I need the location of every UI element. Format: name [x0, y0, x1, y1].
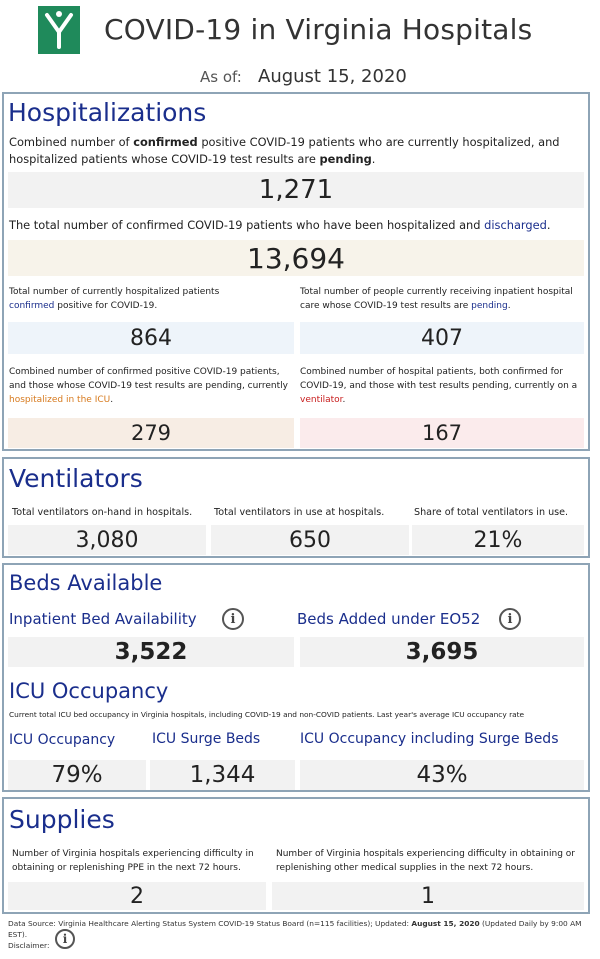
hospitalizations-title: Hospitalizations: [8, 98, 207, 127]
confirmed-description: Total number of currently hospitalized patients confirmed positive for COVID-19.: [9, 287, 220, 311]
discharged-value: 13,694: [8, 240, 584, 276]
current-hospitalized-value: 1,271: [8, 172, 584, 208]
ventilators-in-use-label: Total ventilators in use at hospitals.: [214, 507, 385, 518]
page-title: COVID-19 in Virginia Hospitals: [104, 13, 533, 46]
ventilators-on-hand-value: 3,080: [8, 525, 206, 555]
ventilators-in-use-value: 650: [211, 525, 409, 555]
ppe-difficulty-label: Number of Virginia hospitals experiencing difficulty in obtaining or replenishing PPE in the next 72 hours.: [12, 849, 254, 873]
ppe-difficulty-value: 2: [8, 882, 266, 910]
data-source-footer: Data Source: Virginia Healthcare Alerting Status System COVID-19 Status Board (n=115 facilities); Updated: August 15, 2020 (Updated Daily by 9:00 AM EST). Disclaimer:: [8, 919, 582, 950]
ventilator-patients-value: 167: [300, 418, 584, 448]
other-supplies-difficulty-label: Number of Virginia hospitals experiencing difficulty in obtaining or replenishing other medical supplies in the next 72 hours.: [276, 849, 575, 873]
inpatient-bed-label: Inpatient Bed Availability: [9, 610, 197, 628]
as-of-label: As of:: [200, 68, 242, 86]
hospitalizations-section: [2, 92, 590, 451]
beds-added-label: Beds Added under EO52: [297, 610, 481, 628]
beds-title: Beds Available: [9, 571, 163, 595]
vhha-logo-icon: [38, 6, 80, 54]
ventilators-share-label: Share of total ventilators in use.: [414, 507, 569, 518]
icu-occupancy-label: ICU Occupancy: [9, 732, 116, 748]
confirmed-value: 864: [8, 322, 294, 354]
icu-occupancy-title: ICU Occupancy: [9, 679, 169, 703]
page-header: [0, 0, 600, 92]
icu-including-surge-value: 43%: [300, 760, 584, 790]
beds-added-info-icon[interactable]: i: [499, 608, 521, 630]
icu-occupancy-value: 79%: [8, 760, 146, 790]
ventilators-title: Ventilators: [9, 464, 143, 493]
disclaimer-info-icon[interactable]: i: [55, 929, 75, 949]
supplies-section: [2, 797, 590, 914]
supplies-title: Supplies: [9, 805, 115, 834]
as-of-date: August 15, 2020: [258, 66, 407, 87]
icu-hospitalized-description: Combined number of confirmed positive COVID-19 patients, and those whose COVID-19 test results are pending, currently hospitalized in the ICU.: [9, 367, 288, 405]
ventilators-share-value: 21%: [412, 525, 584, 555]
beds-added-value: 3,695: [300, 637, 584, 667]
ventilators-section: [2, 457, 590, 558]
disclaimer-label: Disclaimer:: [8, 941, 50, 950]
ventilators-on-hand-label: Total ventilators on-hand in hospitals.: [12, 507, 193, 518]
inpatient-info-icon[interactable]: i: [222, 608, 244, 630]
icu-including-surge-label: ICU Occupancy including Surge Beds: [300, 731, 559, 747]
beds-section: [2, 563, 590, 792]
inpatient-bed-value: 3,522: [8, 637, 294, 667]
pending-description: Total number of people currently receiving inpatient hospital care whose COVID-19 test results are pending.: [300, 287, 573, 311]
other-supplies-difficulty-value: 1: [272, 882, 584, 910]
ventilator-patients-description: Combined number of hospital patients, both confirmed for COVID-19, and those with test results pending, currently on a ventilator.: [300, 367, 578, 405]
icu-surge-value: 1,344: [150, 760, 295, 790]
icu-occupancy-description: Current total ICU bed occupancy in Virginia hospitals, including COVID-19 and non-COVID patients. Last year's average ICU occupancy rate: [9, 710, 525, 719]
discharged-description: The total number of confirmed COVID-19 patients who have been hospitalized and discharged.: [9, 218, 551, 232]
icu-hospitalized-value: 279: [8, 418, 294, 448]
pending-value: 407: [300, 322, 584, 354]
icu-surge-label: ICU Surge Beds: [152, 731, 261, 747]
hospitalizations-description: Combined number of confirmed positive COVID-19 patients who are currently hospitalized, and hospitalized patients whose COVID-19 test results are pending.: [9, 135, 560, 166]
